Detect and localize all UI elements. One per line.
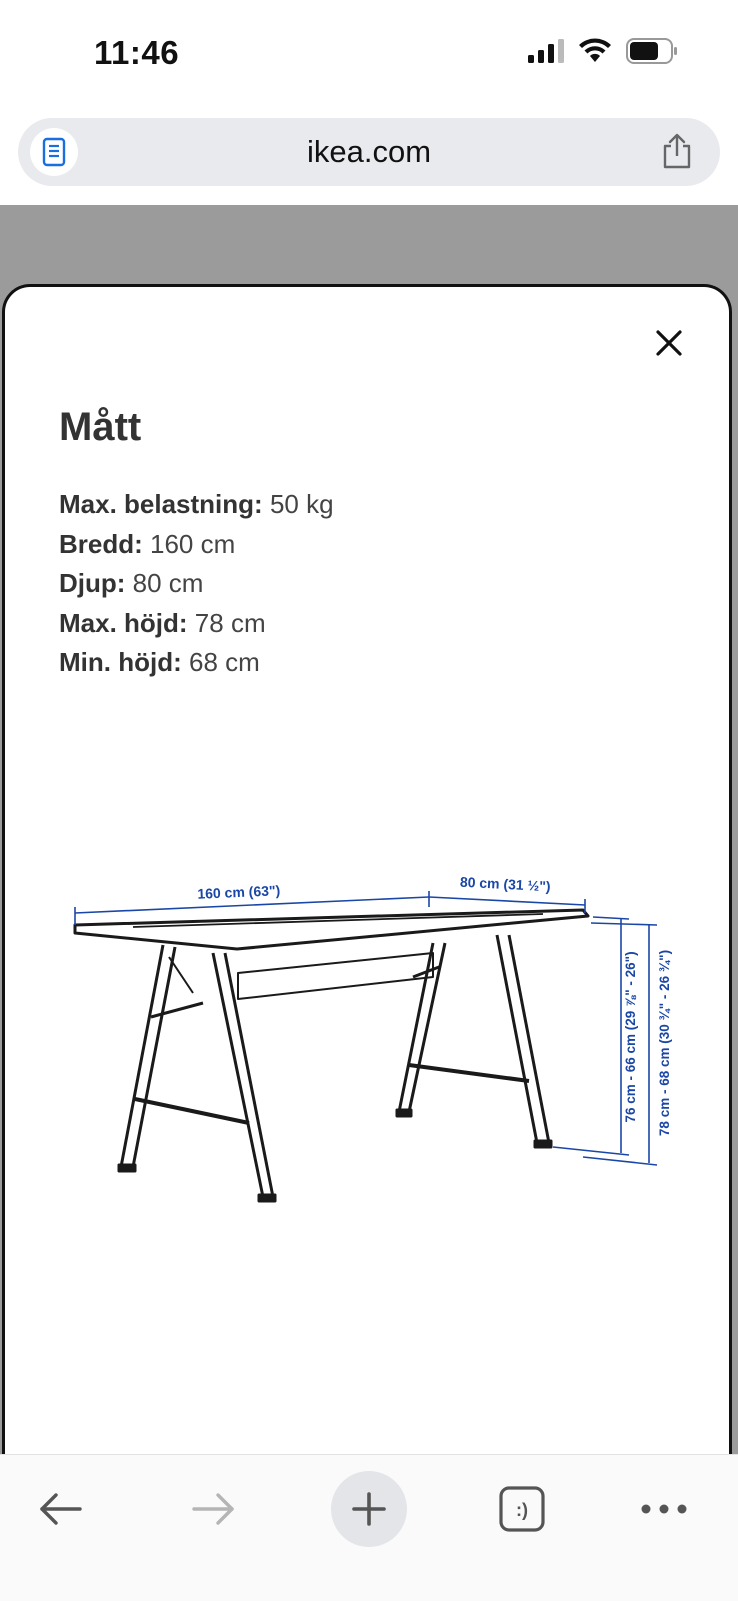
sheet-title: Mått [59,405,142,449]
new-tab-button[interactable] [331,1471,407,1547]
spec-value: 80 cm [132,568,204,598]
back-button[interactable] [22,1471,98,1547]
spec-max-load [59,485,334,525]
status-time: 11:46 [94,34,180,71]
url-text[interactable]: ikea.com [306,134,432,169]
cellular-signal-icon [528,39,564,63]
close-button[interactable] [651,325,687,361]
forward-button[interactable] [176,1471,252,1547]
spec-value: 160 cm [150,528,236,559]
spec-value: 68 cm [188,647,260,677]
desk-illustration [75,910,588,1201]
arrow-right-icon [190,1489,238,1529]
dimension-specs [59,485,334,683]
status-bar [0,0,738,110]
desk-dimension-diagram [63,867,703,1227]
browser-toolbar [0,1454,738,1601]
depth-dimension-label: 80 cm (31 ½") [459,873,551,895]
status-icons [528,38,678,64]
spec-width [59,525,334,565]
close-icon [651,325,687,361]
height-outer-dimension-label: 78 cm - 68 cm (30 ¾" - 26 ¾") [657,949,672,1137]
spec-depth [59,564,334,604]
spec-label: Max. belastning: [59,489,263,519]
spec-label: Min. höjd: [59,647,182,677]
address-bar[interactable] [18,118,720,186]
plus-icon [351,1491,387,1527]
spec-label: Max. höjd: [59,607,188,638]
dimensions-sheet [2,284,732,1484]
wifi-icon [578,38,612,64]
spec-label: Bredd: [59,528,143,559]
height-inner-dimension-label: 76 cm - 66 cm (29 ⅞" - 26") [623,951,638,1123]
share-icon [660,132,694,170]
tabs-icon [499,1486,545,1532]
spec-value: 50 kg [269,489,334,519]
spec-min-height [59,643,334,683]
spec-max-height [59,604,334,644]
spec-label: Djup: [59,568,126,598]
spec-value: 78 cm [194,607,266,638]
width-dimension-label: 160 cm (63") [197,882,281,902]
tabs-count: :) [516,1500,528,1520]
more-dots-icon [640,1503,688,1515]
tabs-button[interactable] [484,1471,560,1547]
share-button[interactable] [660,132,694,175]
arrow-left-icon [36,1489,84,1529]
more-button[interactable] [626,1471,702,1547]
battery-icon [626,38,678,64]
